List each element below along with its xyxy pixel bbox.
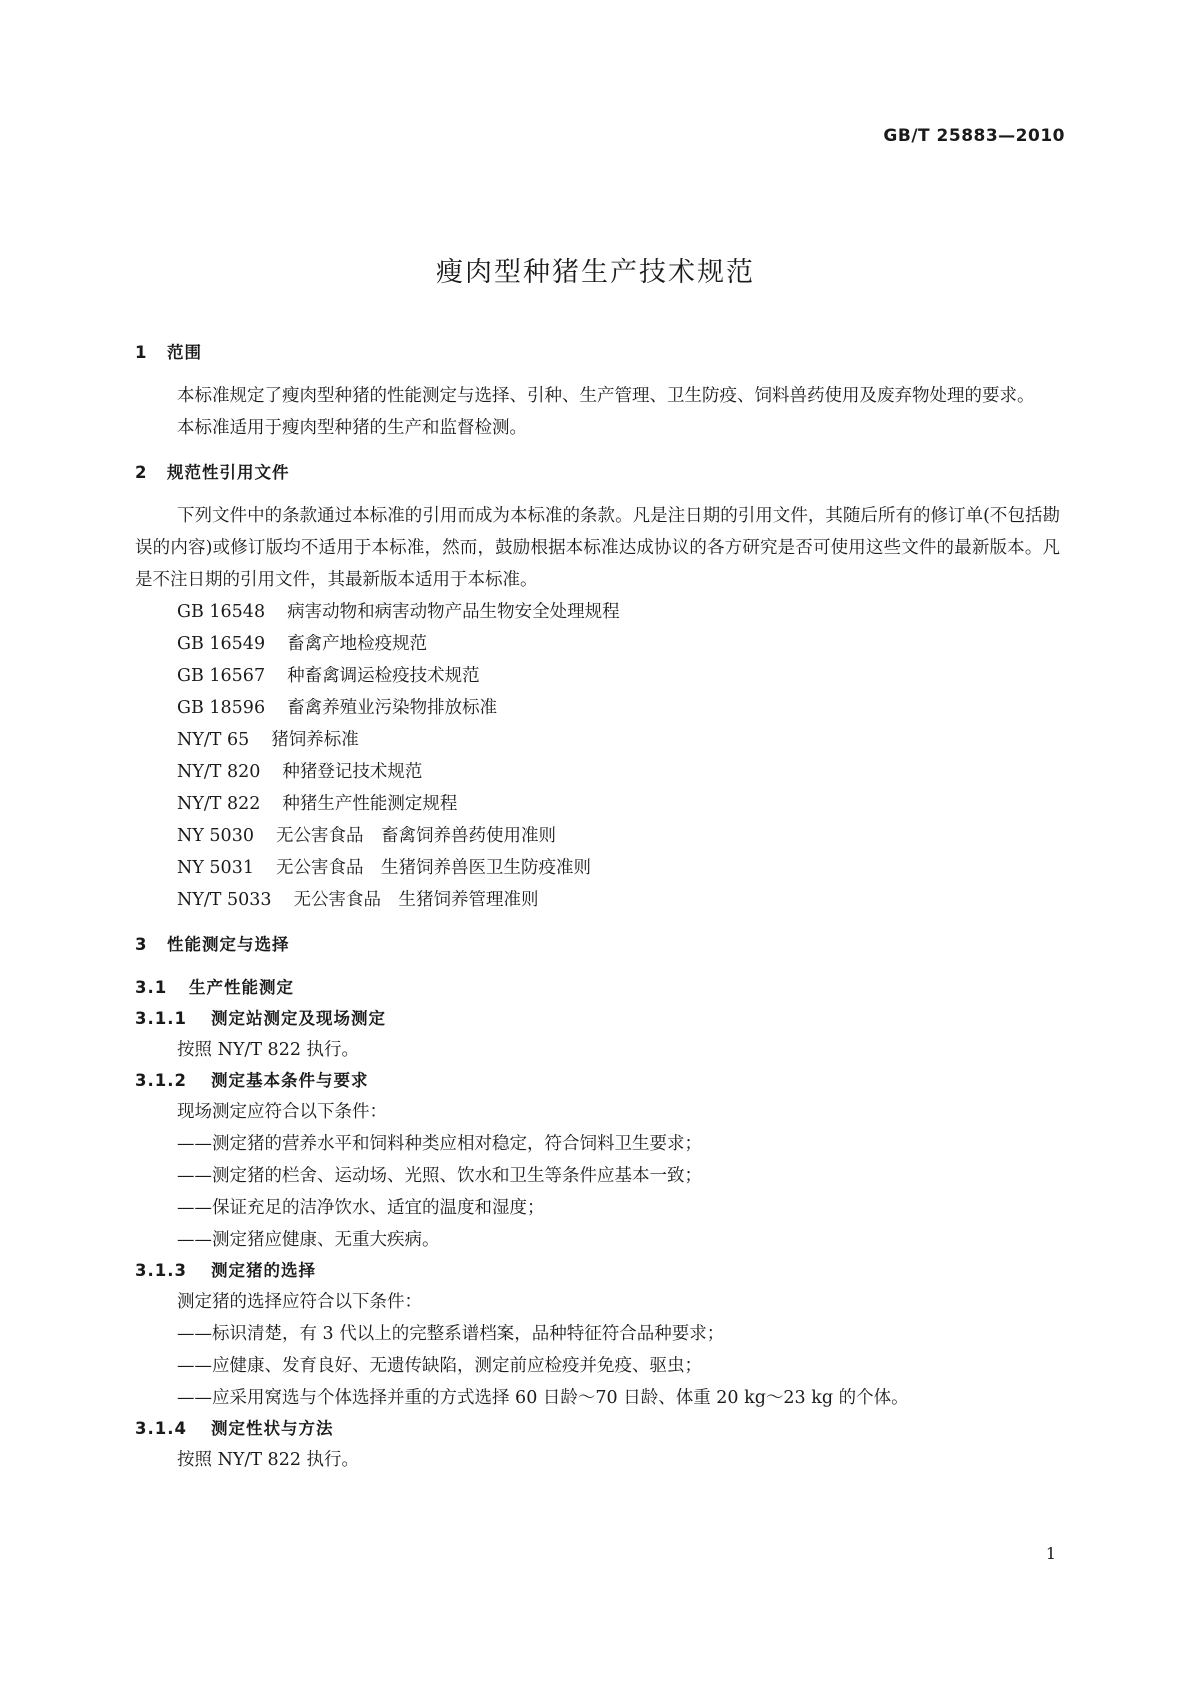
reference-item <box>135 628 1060 660</box>
clause-text: 按照 NY/T 822 执行。 <box>177 1040 360 1060</box>
list-item: ——保证充足的洁净饮水、适宜的温度和湿度； <box>177 1198 545 1218</box>
section-title: 性能测定与选择 <box>167 935 290 954</box>
reference-item <box>135 788 1060 820</box>
standard-code: GB/T 25883—2010 <box>883 126 1065 146</box>
reference-code: GB 16567 <box>177 666 266 686</box>
reference-code: NY/T 65 <box>177 730 250 750</box>
references-intro: 下列文件中的条款通过本标准的引用而成为本标准的条款。凡是注日期的引用文件，其随后所有的修订单(不包括勘误的内容)或修订版均不适用于本标准，然而，鼓励根据本标准达成协议的各方研究是否可使用这些文件的最新版本。凡是不注日期的引用文件，其最新版本适用于本标准。 <box>135 506 1060 590</box>
clause-heading-3-1-3 <box>135 1256 1060 1286</box>
reference-name: 畜禽产地检疫规范 <box>287 634 428 654</box>
subsection-number: 3.1 <box>135 978 168 997</box>
section-number: 1 <box>135 343 148 362</box>
document-body <box>135 338 1060 1476</box>
list-item: ——测定猪的栏舍、运动场、光照、饮水和卫生等条件应基本一致； <box>177 1166 702 1186</box>
reference-name: 无公害食品 生猪饲养管理准则 <box>293 890 539 910</box>
reference-code: GB 16548 <box>177 602 266 622</box>
clause-title: 测定猪的选择 <box>211 1261 316 1280</box>
reference-item <box>135 756 1060 788</box>
section-number: 3 <box>135 935 148 954</box>
clause-title: 测定站测定及现场测定 <box>211 1009 386 1028</box>
reference-name: 畜禽养殖业污染物排放标准 <box>287 698 498 718</box>
section-title: 规范性引用文件 <box>167 463 290 482</box>
page-number: 1 <box>1045 1544 1056 1563</box>
clause-number: 3.1.4 <box>135 1419 187 1438</box>
list-item: ——应健康、发育良好、无遗传缺陷，测定前应检疫并免疫、驱虫； <box>177 1356 702 1376</box>
reference-code: NY 5030 <box>177 826 254 846</box>
reference-list <box>135 596 1060 916</box>
reference-code: NY 5031 <box>177 858 254 878</box>
reference-name: 种猪登记技术规范 <box>282 762 423 782</box>
clause-heading-3-1-2 <box>135 1066 1060 1096</box>
reference-item <box>135 820 1060 852</box>
reference-item <box>135 660 1060 692</box>
reference-code: NY/T 5033 <box>177 890 272 910</box>
section-heading-references <box>135 458 1060 488</box>
section-heading-performance <box>135 930 1060 960</box>
clause-lead: 测定猪的选择应符合以下条件： <box>177 1292 422 1312</box>
document-title: 瘦肉型种猪生产技术规范 <box>436 257 755 289</box>
reference-item <box>135 852 1060 884</box>
section-title: 范围 <box>167 343 202 362</box>
clause-text: 按照 NY/T 822 执行。 <box>177 1450 360 1470</box>
reference-name: 种猪生产性能测定规程 <box>282 794 458 814</box>
reference-name: 病害动物和病害动物产品生物安全处理规程 <box>287 602 620 622</box>
reference-name: 无公害食品 生猪饲养兽医卫生防疫准则 <box>275 858 591 878</box>
reference-code: GB 18596 <box>177 698 266 718</box>
clause-number: 3.1.1 <box>135 1009 187 1028</box>
clause-number: 3.1.3 <box>135 1261 187 1280</box>
clause-title: 测定基本条件与要求 <box>211 1071 369 1090</box>
reference-code: GB 16549 <box>177 634 266 654</box>
scope-paragraph-1: 本标准规定了瘦肉型种猪的性能测定与选择、引种、生产管理、卫生防疫、饲料兽药使用及废弃物处理的要求。 <box>177 386 1035 406</box>
clause-heading-3-1-1 <box>135 1004 1060 1034</box>
scope-paragraph-2: 本标准适用于瘦肉型种猪的生产和监督检测。 <box>177 418 527 438</box>
subsection-heading-3-1 <box>135 972 1060 1004</box>
list-item: ——应采用窝选与个体选择并重的方式选择 60 日龄～70 日龄、体重 20 kg～23 kg 的个体。 <box>177 1388 909 1408</box>
reference-item <box>135 884 1060 916</box>
reference-code: NY/T 822 <box>177 794 261 814</box>
list-item: ——标识清楚，有 3 代以上的完整系谱档案，品种特征符合品种要求； <box>177 1324 725 1344</box>
subsection-title: 生产性能测定 <box>189 978 294 997</box>
reference-name: 种畜禽调运检疫技术规范 <box>287 666 480 686</box>
reference-item <box>135 692 1060 724</box>
reference-item <box>135 596 1060 628</box>
list-item: ——测定猪应健康、无重大疾病。 <box>177 1230 440 1250</box>
section-heading-scope <box>135 338 1060 368</box>
reference-name: 无公害食品 畜禽饲养兽药使用准则 <box>275 826 556 846</box>
reference-code: NY/T 820 <box>177 762 261 782</box>
list-item: ——测定猪的营养水平和饲料种类应相对稳定，符合饲料卫生要求； <box>177 1134 702 1154</box>
reference-item <box>135 724 1060 756</box>
reference-name: 猪饲养标准 <box>271 730 359 750</box>
section-number: 2 <box>135 463 148 482</box>
clause-title: 测定性状与方法 <box>211 1419 334 1438</box>
clause-number: 3.1.2 <box>135 1071 187 1090</box>
clause-heading-3-1-4 <box>135 1414 1060 1444</box>
clause-lead: 现场测定应符合以下条件： <box>177 1102 387 1122</box>
